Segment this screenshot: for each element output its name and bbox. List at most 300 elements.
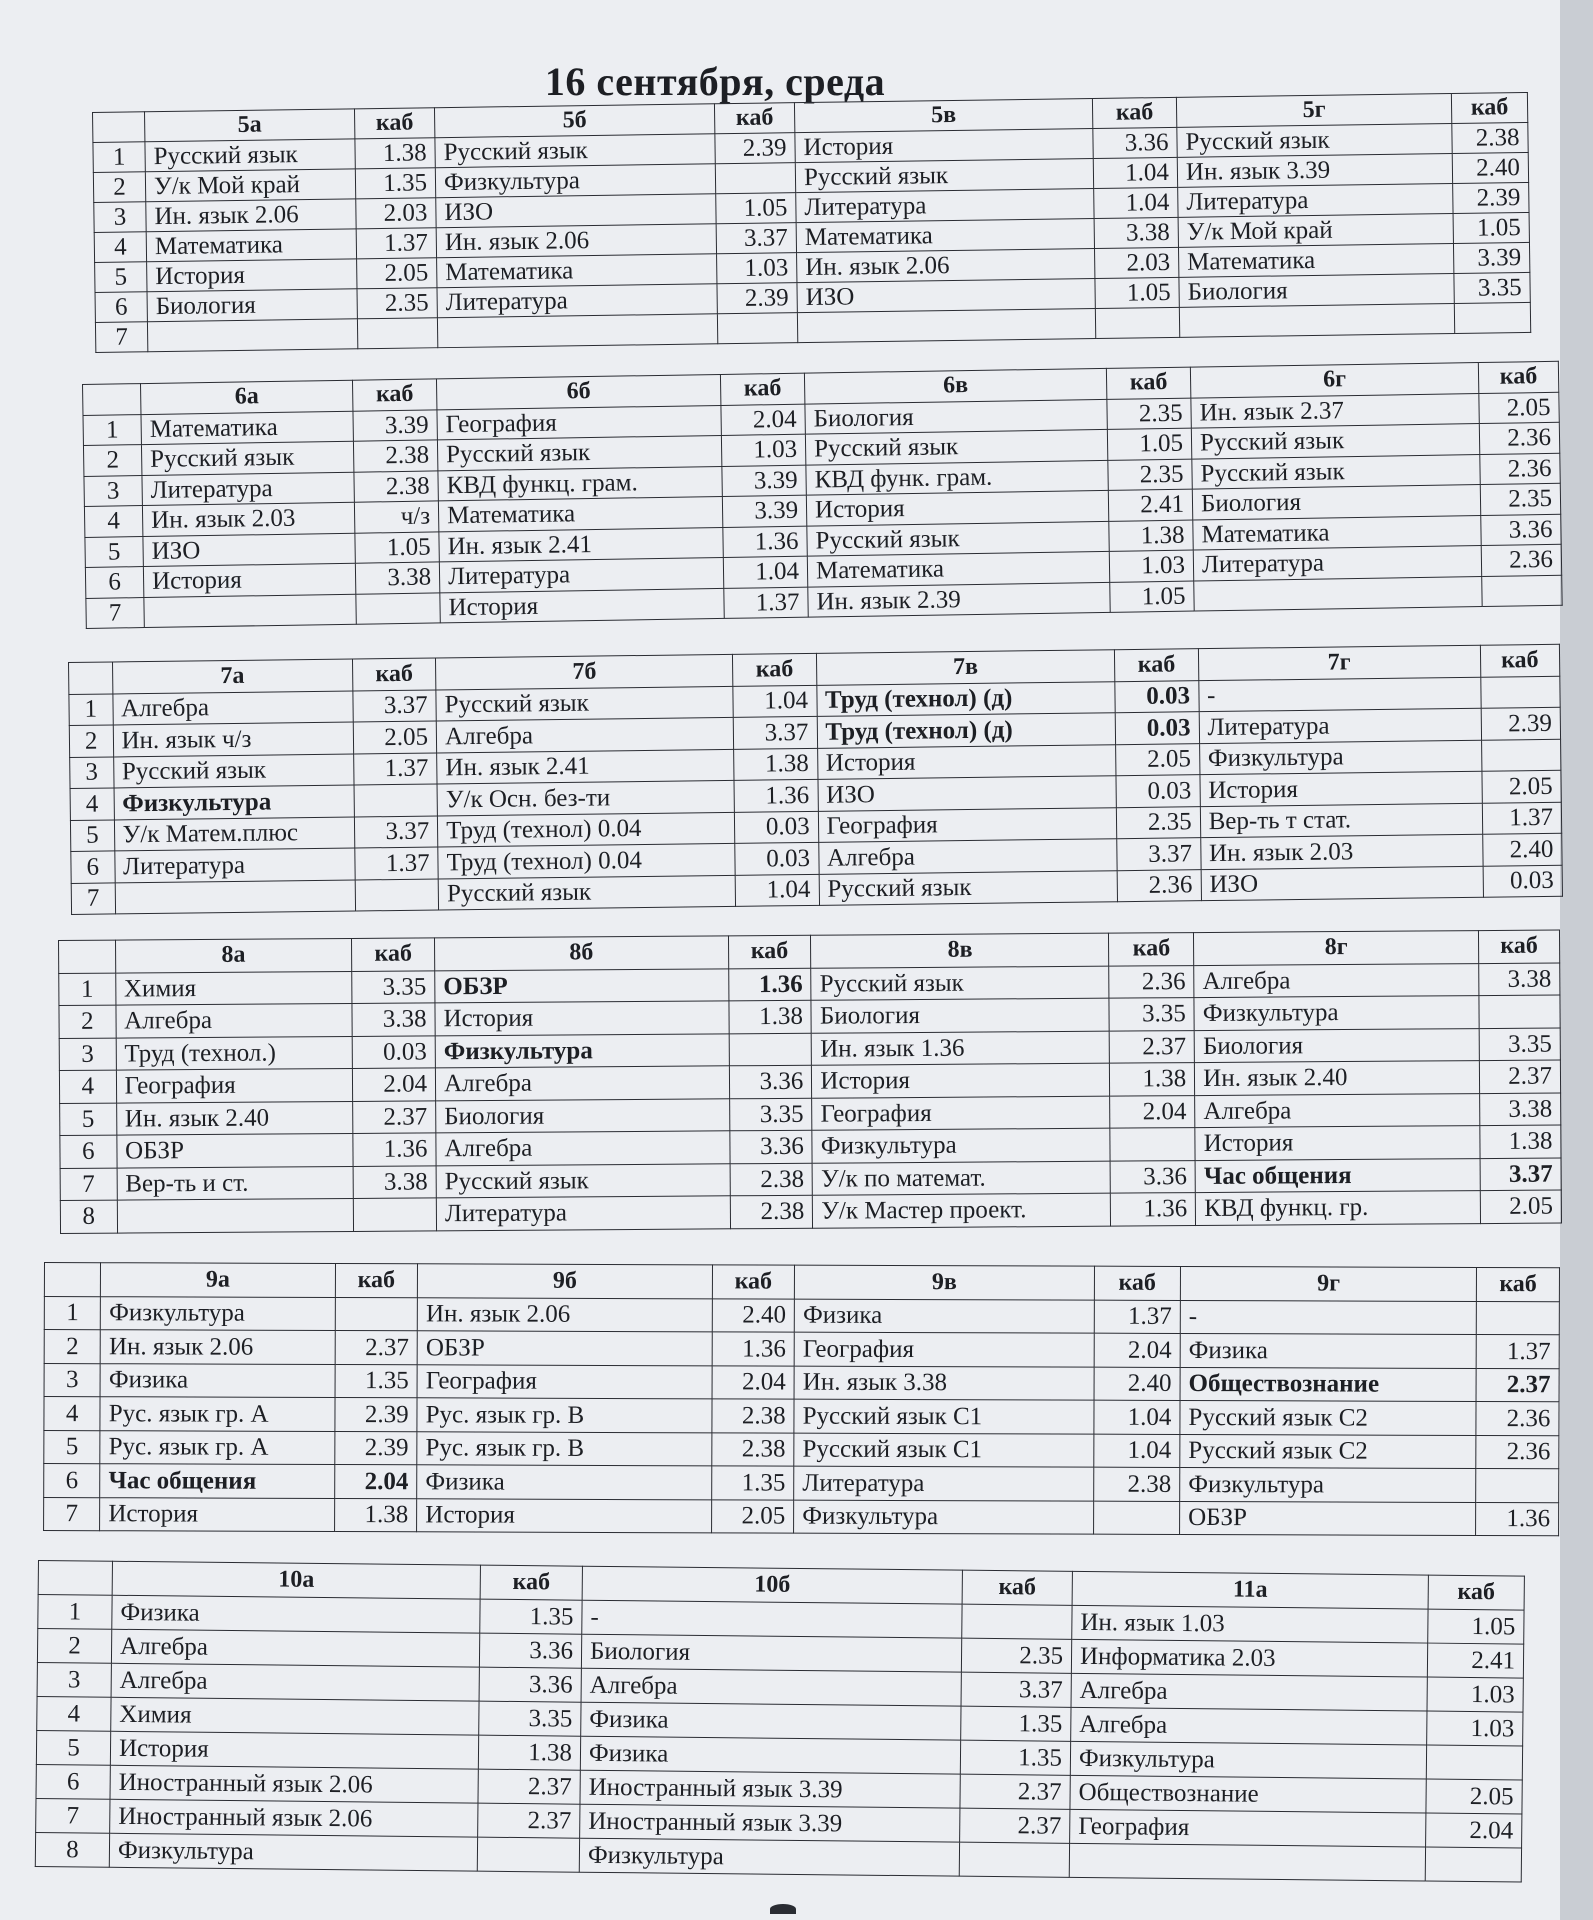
room-cell: 1.05 [1453,212,1529,243]
room-cell: 2.37 [1479,1060,1560,1093]
subject-cell: Физкультура [435,164,715,198]
room-cell: 1.04 [1093,1434,1179,1468]
lesson-number: 4 [94,232,146,263]
subject-cell: ИЗО [143,533,355,567]
lesson-number: 7 [44,1497,100,1531]
room-cell: 2.40 [1094,1367,1180,1401]
room-cell: 3.38 [355,562,439,594]
room-cell: 1.37 [354,753,438,786]
room-cell: 3.38 [352,1003,435,1036]
subject-cell: Рус. язык гр. А [100,1397,334,1431]
schedule-table [35,1560,1525,1883]
subject-cell: Литература [1178,184,1453,218]
room-cell: 1.38 [1110,1063,1195,1096]
subject-cell: Рус. язык гр. В [417,1431,712,1466]
schedule-table [92,92,1531,353]
room-cell: 1.03 [717,253,797,284]
room-cell: 2.37 [335,1331,418,1365]
subject-cell: Литература [439,557,723,592]
class-name-header: 6а [141,380,353,414]
lesson-number: 4 [59,1070,116,1103]
subject-cell [1179,303,1454,337]
subject-cell: Физкультура [1180,1467,1476,1502]
lesson-number-header [93,112,145,143]
subject-cell: Русский язык [811,966,1109,1001]
lesson-number-header [44,1263,100,1297]
subject-cell: Ин. язык 2.03 [142,502,354,536]
table-row [44,1363,1559,1402]
subject-cell: Час общения [100,1464,334,1498]
room-cell: 2.04 [1426,1813,1522,1848]
room-cell: 3.35 [1479,1028,1560,1061]
subject-cell: Физкультура [1070,1741,1426,1779]
subject-cell: Ин. язык 2.40 [1195,1061,1480,1095]
table-row [44,1330,1559,1369]
subject-cell: Труд (технол.) [116,1036,353,1070]
subject-cell: История [812,1063,1110,1098]
room-cell: 2.38 [730,1195,813,1228]
subject-cell: География [818,807,1117,842]
room-cell: 2.05 [1480,1190,1561,1223]
subject-cell: Вер-ть и ст. [117,1166,354,1200]
subject-cell: Химия [111,1697,479,1735]
room-header: каб [1092,97,1176,128]
class-name-header: 11а [1072,1571,1428,1609]
lesson-number: 2 [44,1330,100,1364]
room-cell [1426,1745,1522,1780]
room-cell: 1.36 [734,779,818,812]
room-cell: 2.38 [730,1163,813,1196]
room-cell: 3.39 [722,495,806,527]
schedule-block [68,644,1563,915]
schedule-table [68,644,1563,915]
room-header: каб [1094,1266,1180,1300]
room-cell: 2.39 [334,1431,417,1465]
room-cell: 0.03 [735,811,819,844]
room-cell [1480,676,1560,708]
subject-cell: Математика [438,496,722,531]
lesson-number: 6 [44,1464,100,1498]
class-name-header: 7г [1198,645,1480,680]
class-name-header: 5б [434,104,714,138]
room-cell: 0.03 [352,1035,435,1068]
subject-cell: Биология [1194,1028,1479,1062]
table-row [44,1296,1559,1335]
room-cell: 3.35 [1454,272,1530,303]
room-cell [1479,995,1560,1028]
subject-cell: История [817,744,1116,779]
subject-cell: Физика [794,1299,1094,1334]
subject-cell: Физкультура [1194,996,1479,1030]
lesson-number: 6 [71,851,115,883]
room-cell: 2.04 [353,1068,436,1101]
room-cell: 3.38 [1479,963,1560,996]
room-header: каб [714,103,794,134]
subject-cell [437,314,717,348]
subject-cell: ОБЗР [435,968,729,1003]
subject-cell: Алгебра [112,691,353,725]
subject-cell: ИЗО [1201,866,1483,901]
room-cell [959,1842,1069,1877]
room-cell [1093,1501,1179,1535]
room-cell [1476,1469,1559,1503]
room-cell [355,878,439,911]
room-header: каб [728,935,811,968]
room-cell [357,318,437,349]
class-name-header: 8а [115,938,352,972]
room-cell: 2.04 [334,1465,417,1499]
subject-cell: Физкультура [579,1838,959,1876]
lesson-number-header [59,940,116,973]
lesson-number: 7 [95,322,147,353]
room-header: каб [352,938,435,971]
subject-cell: Русский язык [805,429,1107,464]
room-cell: 2.36 [1481,544,1561,576]
schedule-table [43,1262,1560,1536]
subject-cell: Ин. язык 2.39 [808,582,1110,617]
subject-cell: ОБЗР [1180,1501,1476,1536]
subject-cell: Физика [580,1736,960,1774]
subject-cell [1069,1843,1425,1881]
room-header: каб [712,1265,795,1299]
room-header: каб [352,658,436,691]
class-name-header: 7в [816,650,1115,685]
room-header: каб [335,1264,418,1298]
room-cell: 2.41 [1427,1643,1523,1678]
room-cell: 2.37 [960,1774,1070,1809]
room-cell: 2.36 [1480,453,1560,485]
room-cell [477,1837,579,1872]
room-header: каб [733,653,817,686]
room-cell: 0.03 [1115,680,1199,713]
lesson-number: 1 [83,414,141,445]
room-cell: 3.37 [716,223,796,254]
class-name-header: 5г [1176,94,1451,128]
subject-cell: ОБЗР [116,1133,353,1167]
room-cell: 1.38 [728,1000,811,1033]
subject-cell: Литература [437,284,717,318]
lesson-number: 1 [93,142,145,173]
room-cell [356,592,440,624]
subject-cell: Иностранный язык 3.39 [580,1770,960,1808]
room-cell: 1.36 [712,1332,795,1366]
subject-cell: История [147,259,357,292]
subject-cell: Физика [1180,1333,1476,1368]
room-cell: 1.04 [1094,1400,1180,1434]
room-cell [1477,1301,1560,1335]
room-cell: 3.35 [1109,998,1194,1031]
subject-cell: Алгебра [1194,963,1479,997]
subject-cell: КВД функ. грам. [806,460,1108,495]
lesson-number: 4 [84,506,142,537]
room-cell: 1.38 [478,1735,580,1770]
subject-cell: Обществознание [1070,1775,1426,1813]
subject-cell [115,880,356,914]
subject-cell: Математика [1178,244,1453,278]
room-cell: 1.05 [1095,277,1179,308]
lesson-number: 7 [71,882,115,914]
room-cell: 1.03 [1427,1677,1523,1712]
room-cell: 3.37 [961,1672,1071,1707]
subject-cell: Алгебра [116,1003,353,1037]
lesson-number: 1 [38,1595,112,1630]
room-header: каб [1106,367,1190,399]
room-cell: 2.36 [1476,1435,1559,1469]
room-cell [1110,1128,1195,1161]
subject-cell: Информатика 2.03 [1071,1639,1427,1677]
room-cell: 3.36 [729,1130,812,1163]
lesson-number: 2 [59,1005,116,1038]
subject-cell: География [812,1096,1110,1131]
subject-cell: У/к Мой край [1178,214,1453,248]
lesson-number: 2 [83,445,141,476]
subject-cell: История [1200,771,1482,806]
subject-cell: Математика [807,551,1109,586]
class-name-header: 5в [794,99,1092,133]
subject-cell: Ин. язык 2.03 [1200,834,1482,869]
subject-cell: Алгебра [1071,1707,1427,1745]
subject-cell: Литература [436,1196,730,1231]
subject-cell: Ин. язык 2.41 [437,749,735,784]
subject-cell: Рус. язык гр. А [100,1430,334,1464]
schedule-table [82,361,1563,629]
subject-cell: География [417,1364,712,1399]
room-cell: 1.36 [353,1133,436,1166]
subject-cell: Биология [1179,274,1454,308]
room-cell: 1.04 [723,556,807,588]
room-cell: 0.03 [735,842,819,875]
room-cell: 2.37 [353,1100,436,1133]
room-header: каб [352,379,436,411]
subject-cell: История [795,129,1093,163]
subject-cell: ОБЗР [417,1331,712,1366]
room-cell: 1.35 [711,1466,794,1500]
room-cell: 2.37 [1476,1368,1559,1402]
table-row [44,1430,1559,1469]
class-name-header: 10а [112,1561,480,1599]
subject-cell: У/к Мой край [145,169,355,202]
room-cell: 2.38 [354,470,438,502]
room-cell: 2.37 [1110,1030,1195,1063]
subject-cell: Алгебра [1071,1673,1427,1711]
subject-cell: Обществознание [1180,1367,1476,1402]
subject-cell: Физкультура [1199,740,1481,775]
room-header: каб [1478,361,1558,393]
room-cell [1454,302,1530,333]
room-cell: 1.05 [355,531,439,563]
subject-cell: Труд (технол) (д) [817,713,1116,748]
room-cell: 3.39 [353,409,437,441]
room-cell: 2.35 [1107,398,1191,430]
room-cell: 2.36 [1476,1402,1559,1436]
subject-cell [117,1198,354,1232]
room-cell: 3.38 [1094,217,1178,248]
room-cell: 0.03 [1483,865,1563,897]
lesson-number: 5 [95,262,147,293]
subject-cell: Вер-ть т стат. [1200,803,1482,838]
schedule-table [58,930,1562,1234]
room-cell: 0.03 [1116,775,1200,808]
lesson-number: 7 [86,597,144,628]
room-cell [1482,575,1562,607]
room-cell: 3.36 [1111,1160,1196,1193]
room-cell: 1.37 [1476,1335,1559,1369]
room-cell: 2.39 [1481,707,1561,739]
room-cell: 3.37 [354,815,438,848]
room-cell: 1.05 [716,193,796,224]
subject-cell: Русский язык [141,441,353,475]
room-cell: 1.37 [724,587,808,619]
subject-cell: Ин. язык 3.39 [1177,154,1452,188]
room-cell: 1.03 [721,434,805,466]
subject-cell: Русский язык [819,870,1118,905]
room-cell: 1.38 [334,1498,417,1532]
room-cell: 1.36 [728,968,811,1001]
schedule-block [58,930,1562,1234]
subject-cell: Ин. язык 2.37 [1191,393,1479,428]
subject-cell: Физкультура [109,1833,477,1871]
subject-cell: Математика [437,254,717,288]
subject-cell: Русский язык [113,754,354,788]
room-cell: 3.36 [479,1667,581,1702]
room-cell: 1.03 [1427,1711,1523,1746]
subject-cell: Алгебра [436,717,734,752]
room-cell: 1.35 [960,1740,1070,1775]
room-header: каб [1480,644,1560,676]
room-cell: 1.04 [1093,157,1177,188]
class-name-header: 8в [811,933,1109,968]
subject-cell: У/к Осн. без-ти [437,780,735,815]
room-cell: 2.37 [960,1808,1070,1843]
room-cell: 2.37 [478,1769,580,1804]
subject-cell: Биология [147,289,357,322]
room-cell: 2.35 [1117,806,1201,839]
room-cell: 1.37 [355,847,439,880]
table-row [44,1464,1559,1503]
subject-cell: Русский язык [1177,124,1452,158]
lesson-number: 5 [85,536,143,567]
subject-cell: Математика [1193,515,1481,550]
subject-cell: ИЗО [797,279,1095,313]
subject-cell: Алгебра [581,1668,961,1706]
room-cell: 3.39 [722,465,806,497]
room-cell: 3.35 [729,1098,812,1131]
room-cell: 3.37 [353,690,437,723]
subject-cell: Математика [146,229,356,262]
subject-cell: Биология [1192,485,1480,520]
subject-cell: Ин. язык ч/з [113,722,354,756]
lesson-number: 2 [69,725,113,757]
lesson-number: 3 [70,756,114,788]
subject-cell: История [440,588,724,623]
subject-cell: Физкультура [435,1033,729,1068]
subject-cell: Труд (технол) (д) [816,681,1115,716]
subject-cell: Литература [114,848,355,882]
lesson-number: 7 [36,1798,110,1833]
lesson-number: 2 [37,1629,111,1664]
page-number-fragment [770,1904,796,1914]
lesson-number: 3 [37,1662,111,1697]
room-cell: 1.05 [1428,1609,1524,1644]
room-cell: 2.39 [1453,182,1529,213]
room-cell: 2.05 [357,258,437,289]
room-cell: 2.35 [357,288,437,319]
room-cell: 1.35 [335,1364,418,1398]
subject-cell: История [806,490,1108,525]
subject-cell: Русский язык С2 [1180,1400,1476,1435]
room-cell: 3.36 [1093,127,1177,158]
subject-cell: ИЗО [818,776,1117,811]
room-cell: 3.36 [1481,514,1561,546]
subject-cell: Физика [417,1465,712,1500]
room-cell: 2.03 [1095,247,1179,278]
lesson-number: 4 [37,1696,111,1731]
subject-cell: Литература [142,472,354,506]
class-name-header: 6б [436,374,720,409]
room-cell: 2.39 [715,133,795,164]
room-cell [962,1604,1072,1639]
subject-cell: Труд (технол) 0.04 [438,812,736,847]
subject-cell: Биология [581,1634,961,1672]
lesson-number: 3 [94,202,146,233]
subject-cell: Математика [141,411,353,445]
lesson-number: 6 [95,292,147,323]
subject-cell: Биология [805,399,1107,434]
subject-cell: Русский язык С1 [794,1433,1094,1468]
subject-cell [147,319,357,352]
subject-cell: У/к Матем.плюс [114,817,355,851]
subject-cell: Химия [115,971,352,1005]
room-cell: 3.36 [479,1633,581,1668]
room-header: каб [1477,1268,1560,1302]
room-cell: 2.04 [721,404,805,436]
room-header: каб [1109,933,1194,966]
subject-cell: Биология [436,1098,730,1133]
room-cell: 2.37 [478,1803,580,1838]
subject-cell: Алгебра [818,839,1117,874]
subject-cell: КВД функц. гр. [1196,1191,1481,1225]
room-cell: 2.05 [1479,392,1559,424]
class-name-header: 10б [582,1566,962,1604]
subject-cell: Иностранный язык 2.06 [110,1765,478,1803]
lesson-number: 3 [84,475,142,506]
room-cell: 1.36 [723,526,807,558]
class-name-header: 6в [804,368,1106,403]
subject-cell: География [1070,1809,1426,1847]
lesson-number-header [83,384,141,415]
room-cell: 3.37 [1117,838,1201,871]
room-cell: 2.05 [1426,1779,1522,1814]
subject-cell: География [437,405,721,440]
lesson-number: 4 [70,788,114,820]
room-cell: 3.35 [479,1701,581,1736]
room-cell: 1.04 [733,685,817,718]
subject-cell [144,594,356,628]
subject-cell: Русский язык [435,134,715,168]
room-cell: 3.37 [1480,1158,1561,1191]
room-cell: 2.05 [1481,770,1561,802]
room-cell: ч/з [354,501,438,533]
subject-cell: Русский язык [437,435,721,470]
subject-cell: КВД функц. грам. [438,466,722,501]
subject-cell: Алгебра [1195,1093,1480,1127]
subject-cell: Ин. язык 3.38 [794,1366,1094,1401]
subject-cell: География [116,1068,353,1102]
subject-cell: Русский язык С1 [794,1399,1094,1434]
table-header-row [44,1263,1559,1302]
room-cell: 2.40 [1452,152,1528,183]
room-cell: 2.40 [1482,833,1562,865]
